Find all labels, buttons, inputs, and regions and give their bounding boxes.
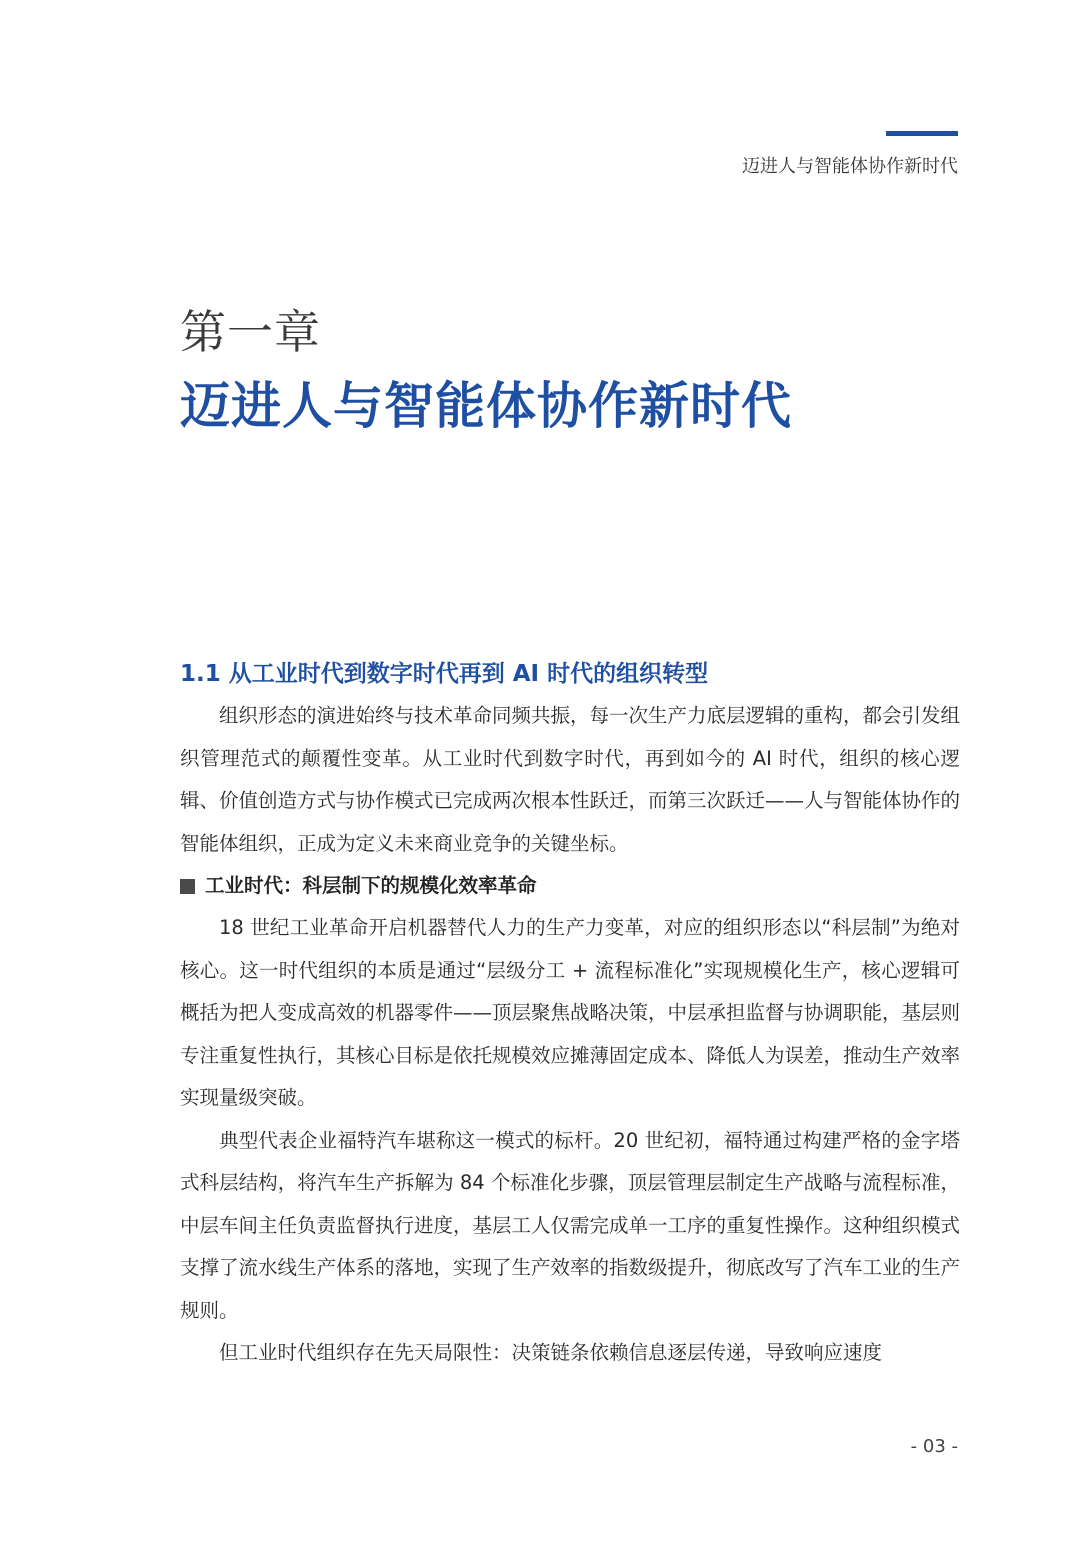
- header-accent-rule: [886, 131, 958, 136]
- body-content: [180, 655, 960, 1375]
- chapter-title: 迈进人与智能体协作新时代: [180, 377, 792, 435]
- subsection-heading-text: 工业时代：科层制下的规模化效率革命: [205, 874, 537, 897]
- page-number: - 03 -: [910, 1436, 958, 1457]
- intro-paragraph: 组织形态的演进始终与技术革命同频共振，每一次生产力底层逻辑的重构，都会引发组织管理范式的颠覆性变革。从工业时代到数字时代，再到如今的 AI 时代，组织的核心逻辑、价值创造方式与协作模式已完成两次根本性跃迁，而第三次跃迁——人与智能体协作的智能体组织，正成为定义未来商业竞争的关键坐标。: [180, 704, 961, 855]
- chapter-label: 第一章: [180, 305, 321, 359]
- section-heading: 1.1 从工业时代到数字时代再到 AI 时代的组织转型: [180, 661, 709, 687]
- paragraph-ford-example: 典型代表企业福特汽车堪称这一模式的标杆。20 世纪初，福特通过构建严格的金字塔式科层结构，将汽车生产拆解为 84 个标准化步骤，顶层管理层制定生产战略与流程标准，中层车间主任负责监督执行进度，基层工人仅需完成单一工序的重复性操作。这种组织模式支撑了流水线生产体系的落地，实现了生产效率的指数级提升，彻底改写了汽车工业的生产规则。: [180, 1128, 961, 1322]
- square-bullet-icon: [180, 879, 195, 894]
- paragraph-industrial-era: 18 世纪工业革命开启机器替代人力的生产力变革，对应的组织形态以“科层制”为绝对核心。这一时代组织的本质是通过“层级分工 + 流程标准化”实现规模化生产，核心逻辑可概括为把人变成高效的机器零件——顶层聚焦战略决策，中层承担监督与协调职能，基层则专注重复性执行，其核心目标是依托规模效应摊薄固定成本、降低人为误差，推动生产效率实现量级突破。: [180, 916, 961, 1109]
- running-header-title: 迈进人与智能体协作新时代: [742, 156, 958, 177]
- paragraph-limitations: 但工业时代组织存在先天局限性：决策链条依赖信息逐层传递，导致响应速度: [219, 1341, 883, 1364]
- subsection-heading: [180, 865, 960, 907]
